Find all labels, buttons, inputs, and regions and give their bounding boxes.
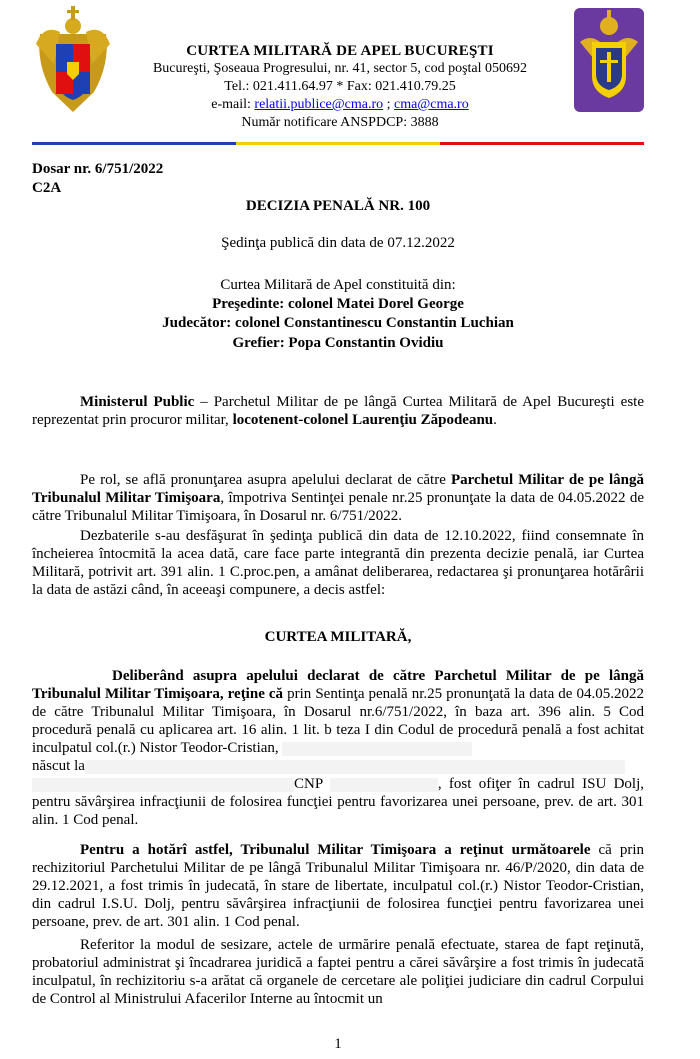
- institution-emails: [110, 96, 570, 114]
- email-separator: ;: [383, 97, 395, 112]
- panel-clerk: Grefier: Popa Constantin Ovidiu: [232, 335, 444, 351]
- first-instance-bold: Pentru a hotărî astfel, Tribunalul Militar Timişoara a reţinut următoarele: [80, 842, 591, 858]
- deliberation-text: prin Sentinţa penală nr.25 pronunţată la data de 04.05.2022 de către Tribunalul Militar Timişoara, în Dosarul nr.6/751/2022, în baza art. 396 alin. 5 Cod procedură penală cu aplicarea art. 16 alin. 1 lit. b teza I din Codul de procedură penală a fost achitat inculpatul col.(r.) Nistor Teodor-Cristian,: [32, 686, 644, 756]
- institution-name: CURTEA MILITARĂ DE APEL BUCUREŞTI: [186, 43, 494, 59]
- tricolor-yellow: [236, 142, 440, 145]
- redacted-parents: [32, 778, 294, 792]
- institution-address: Bucureşti, Şoseaua Progresului, nr. 41, sector 5, cod poştal 050692: [152, 61, 528, 76]
- paragraph-referral: Referitor la modul de sesizare, actele de urmărire penală efectuate, starea de fapt reţinută, probatoriul administrat şi încadrarea juridică a faptei pentru a cărei săvârşire a fost trimis în judecată inculpatul, în rechizitoriu s-a arătat că organele de cercetare ale poliţiei judiciare din cadrul Corpului de Control al Ministrului Afacerilor Interne au întocmit un: [32, 937, 644, 1007]
- prosecution-paragraph: [32, 393, 644, 429]
- court-emblem-icon: [570, 4, 648, 116]
- page-number: 1: [334, 1036, 342, 1052]
- prosecutor-name: locotenent-colonel Laurenţiu Zăpodeanu: [232, 412, 494, 428]
- prosecution-label: Ministerul Public: [80, 394, 195, 410]
- paragraph-first-instance: [32, 841, 644, 931]
- cnp-label: CNP: [294, 776, 330, 792]
- panel-judge: Judecător: colonel Constantinescu Constantin Luchian: [162, 315, 514, 331]
- deliberation-bold: Deliberând asupra apelului declarat de către Parchetul Militar de pe lângă Tribunalul Militar Timişoara, reţine că: [32, 668, 644, 702]
- email-link-public-relations[interactable]: relatii.publice@cma.ro: [254, 97, 384, 112]
- tricolor-red: [440, 142, 644, 145]
- born-label: născut la: [32, 758, 85, 774]
- prosecution-text: – Parchetul Militar de pe lângă Curtea Militară de Apel Bucureşti este reprezentat prin procuror militar,: [32, 394, 644, 428]
- appeal-appellant: Parchetul Militar de pe lângă Tribunalul Militar Timişoara: [32, 472, 644, 506]
- paragraph-debates: Dezbaterile s-au desfăşurat în şedinţa publică din data de 12.10.2022, fiind consemnate în încheierea întocmită la acea dată, care face parte integrantă din prezenta decizie penală, iar Curtea Militară, potrivit art. 391 alin. 1 C.proc.pen, a amânat deliberarea, redactarea şi pronunţarea hotărârii la data de astăzi când, în aceeaşi compunere, a decis astfel:: [32, 528, 644, 598]
- email-link-cma[interactable]: cma@cma.ro: [394, 97, 469, 112]
- file-number: Dosar nr. 6/751/2022: [32, 161, 164, 177]
- appeal-text-2: , împotriva Sentinţei penale nr.25 pronunţate la data de 04.05.2022 de către Tribunalul Militar Timişoara, în Dosarul nr. 6/751/2022.: [32, 490, 644, 524]
- court-section: C2A: [32, 180, 62, 196]
- institution-phone-fax: Tel.: 021.411.64.97 * Fax: 021.410.79.25: [224, 79, 456, 94]
- paragraph-appeal: [32, 471, 644, 525]
- appeal-text-1: Pe rol, se află pronunţarea asupra apelului declarat de către: [80, 472, 451, 488]
- decision-title: DECIZIA PENALĂ NR. 100: [245, 198, 431, 214]
- institution-header: [110, 42, 570, 132]
- paragraph-deliberation: [32, 667, 644, 829]
- first-instance-text: că prin rechizitoriul Parchetului Militar de pe lângă Tribunalul Militar Timişoara nr. 46/P/2020, din data de 29.12.2021, a fost trimis în judecată, în stare de libertate, inculpatul col.(r.) Nistor Teodor-Cristian, din cadrul I.S.U. Dolj, pentru săvârşirea infracţiunii de folosirea funcţiei pentru favorizarea unei persoane, prev. de art. 301 alin. 1 Cod penal.: [32, 842, 645, 930]
- tricolor-blue: [32, 142, 236, 145]
- romania-coat-of-arms-icon: [34, 4, 112, 116]
- redacted-cnp: [330, 778, 438, 792]
- tricolor-divider: [32, 142, 644, 145]
- prosecution-end: .: [493, 412, 497, 428]
- panel-president: Preşedinte: colonel Matei Dorel George: [212, 296, 464, 312]
- session-date: Şedinţa publică din data de 07.12.2022: [221, 235, 455, 251]
- deliberation-text-2: , fost ofiţer în cadrul ISU Dolj, pentru săvârşirea infracţiunii de folosirea funcţiei pentru favorizarea unei persoane, prev. de art. 301 alin. 1 Cod penal.: [32, 776, 645, 828]
- anspdcp-notification: Număr notificare ANSPDCP: 3888: [241, 115, 439, 130]
- email-label: e-mail:: [211, 97, 255, 112]
- court-heading: CURTEA MILITARĂ,: [264, 629, 412, 645]
- redacted-block: [282, 742, 472, 756]
- panel-intro: Curtea Militară de Apel constituită din:: [220, 277, 456, 293]
- redacted-birth-info: [85, 760, 625, 774]
